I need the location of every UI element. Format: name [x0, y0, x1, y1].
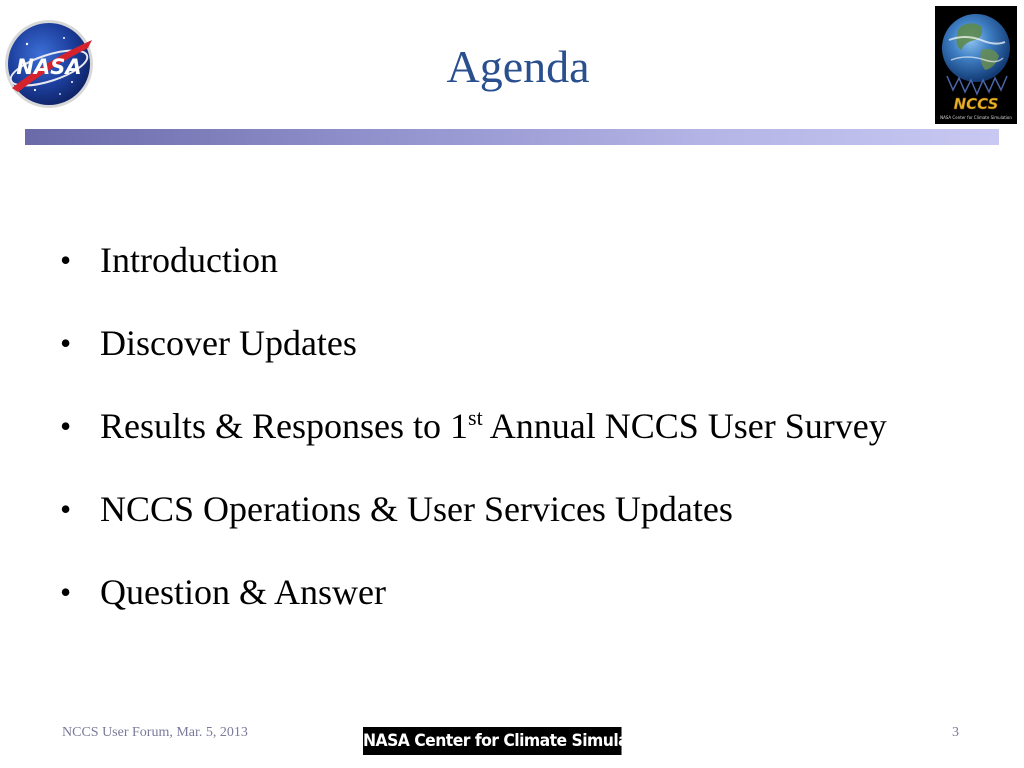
slide-title: Agenda — [446, 41, 590, 92]
agenda-item-text: Discover Updates — [100, 323, 357, 363]
footer-event-date: NCCS User Forum, Mar. 5, 2013 — [62, 725, 248, 740]
footer-nccs-logo: NASA Center for Climate Simulation — [363, 727, 622, 755]
nccs-logo-subtext: NASA Center for Climate Simulation — [940, 115, 1012, 120]
agenda-item-operations-updates — [60, 487, 887, 531]
bullet-icon: • — [60, 242, 72, 278]
bullet-icon: • — [60, 491, 72, 527]
bullet-icon: • — [60, 325, 72, 361]
agenda-item-discover-updates — [60, 321, 887, 365]
nccs-logo-text: NCCS — [953, 95, 999, 113]
agenda-item-text: NCCS Operations & User Services Updates — [100, 489, 733, 529]
agenda-item-text: Question & Answer — [100, 572, 386, 612]
nasa-logo-text: NASA — [16, 55, 82, 79]
bullet-icon: • — [60, 408, 72, 444]
agenda-item-text: Results & Responses to 1 — [100, 406, 469, 446]
agenda-list — [60, 238, 887, 653]
title-underline-bar — [25, 129, 999, 145]
bullet-icon: • — [60, 574, 72, 610]
agenda-item-survey-results — [60, 404, 887, 448]
page-number: 3 — [952, 725, 959, 740]
agenda-item-text-continued: Annual NCCS User Survey — [482, 406, 887, 446]
agenda-item-introduction — [60, 238, 887, 282]
agenda-item-question-answer — [60, 570, 887, 614]
ordinal-superscript: st — [468, 405, 483, 430]
agenda-item-text: Introduction — [100, 240, 278, 280]
